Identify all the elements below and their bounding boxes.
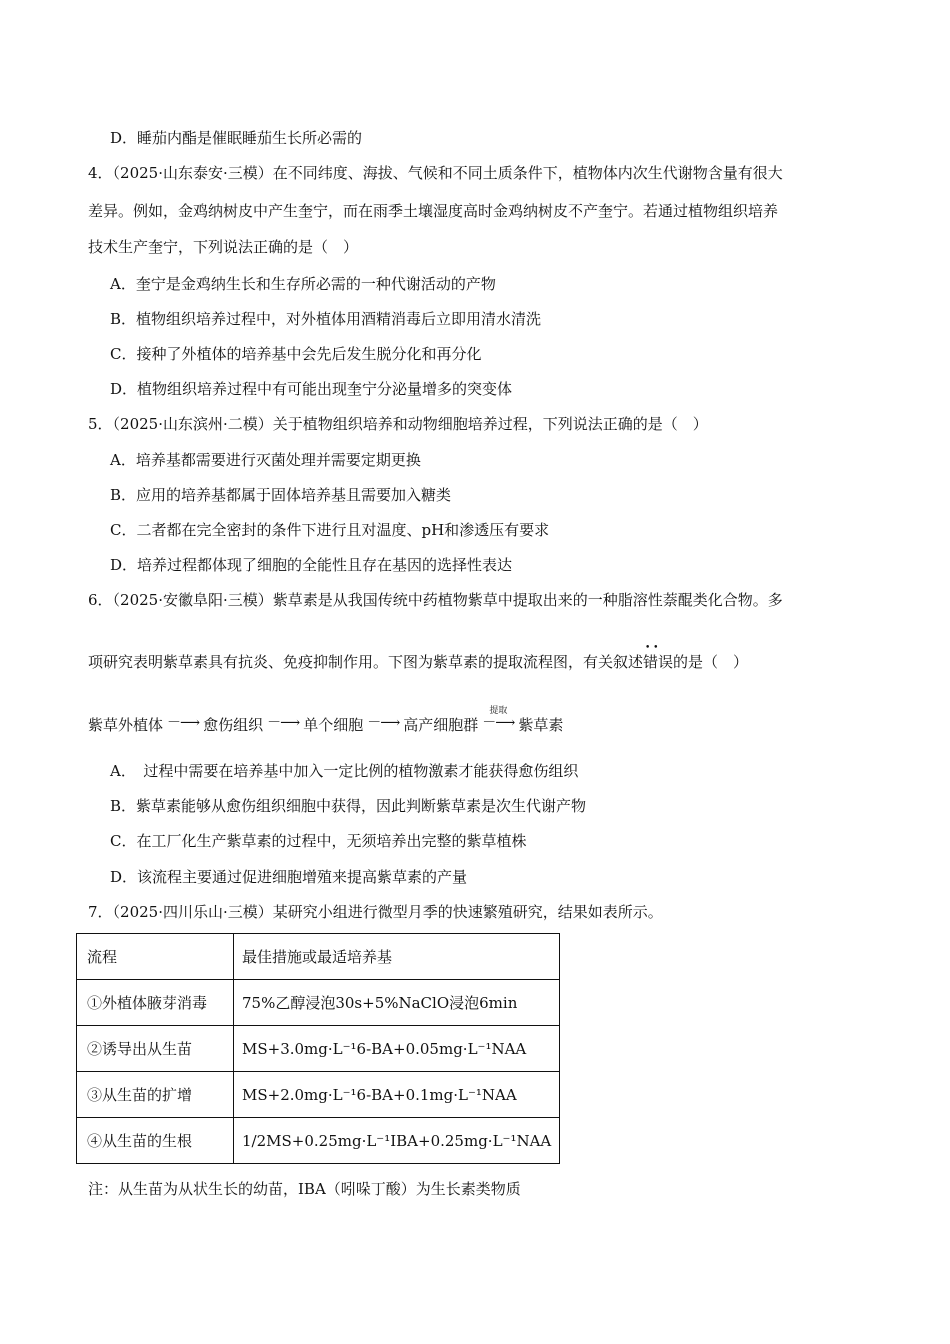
table-cell: ③从生苗的扩增 [77,1072,234,1118]
flow-node-5: 紫草素 [518,716,564,734]
flow-node-4: 高产细胞群 [403,716,479,734]
q6-option-a: A． 过程中需要在培养基中加入一定比例的植物激素才能获得愈伤组织 [110,762,579,780]
q6-option-c: C．在工厂化生产紫草素的过程中，无须培养出完整的紫草植株 [110,832,527,850]
q6-flow-diagram [88,706,564,736]
flow-arrow-4: 提取 －⟶ [482,706,515,731]
table-header-cell: 最佳措施或最适培养基 [234,934,560,980]
q7-table [76,933,560,1164]
table-cell: ④从生苗的生根 [77,1118,234,1164]
arrow-icon: －⟶ [167,715,200,731]
q5-option-d: D．培养过程都体现了细胞的全能性且存在基因的选择性表达 [110,556,513,574]
q6-stem-pre: 项研究表明紫草素具有抗炎、免疫抑制作用。下图为紫草素的提取流程图，有关叙述 [88,653,644,671]
table-row [77,1026,560,1072]
table-cell: 75%乙醇浸泡30s+5%NaClO浸泡6min [234,980,560,1026]
arrow-icon: －⟶ [267,715,300,731]
q4-option-a: A．奎宁是金鸡纳生长和生存所必需的一种代谢活动的产物 [110,275,496,293]
q5-option-c: C．二者都在完全密封的条件下进行且对温度、pH和渗透压有要求 [110,521,550,539]
q3-option-d: D．睡茄内酯是催眠睡茄生长所必需的 [110,129,363,147]
q6-stem-post: 的是（ ） [673,653,749,671]
q4-stem-line-2: 差异。例如，金鸡纳树皮中产生奎宁，而在雨季土壤湿度高时金鸡纳树皮不产奎宁。若通过植物组织培养 [88,202,779,220]
q6-emphasis-text: • • 错误 [643,651,673,673]
arrow-icon: －⟶ [482,715,515,731]
q5-stem: 5．（2025·山东滨州·二模）关于植物组织培养和动物细胞培养过程，下列说法正确的是（ ） [88,415,708,433]
q7-stem: 7．（2025·四川乐山·三模）某研究小组进行微型月季的快速繁殖研究，结果如表所示。 [88,903,663,921]
q4-option-c: C．接种了外植体的培养基中会先后发生脱分化和再分化 [110,345,482,363]
q4-stem-line-3: 技术生产奎宁，下列说法正确的是（ ） [88,238,359,256]
q6-option-d: D．该流程主要通过促进细胞增殖来提高紫草素的产量 [110,868,468,886]
table-cell: ②诱导出从生苗 [77,1026,234,1072]
table-header-row [77,934,560,980]
q6-stem-line-2 [88,651,748,673]
flow-arrow-2 [267,706,299,730]
table-cell: 1/2MS+0.25mg·L⁻¹IBA+0.25mg·L⁻¹NAA [234,1118,560,1164]
q6-option-b: B．紫草素能够从愈伤组织细胞中获得，因此判断紫草素是次生代谢产物 [110,797,587,815]
flow-node-3: 单个细胞 [303,716,364,734]
table-row [77,1072,560,1118]
q7-note: 注：从生苗为从状生长的幼苗，IBA（吲哚丁酸）为生长素类物质 [88,1180,521,1198]
arrow-icon: －⟶ [367,715,400,731]
q5-option-b: B．应用的培养基都属于固体培养基且需要加入糖类 [110,486,452,504]
q5-option-a: A．培养基都需要进行灭菌处理并需要定期更换 [110,451,421,469]
flow-arrow-3 [367,706,399,730]
flow-node-2: 愈伤组织 [203,716,264,734]
q4-option-d: D．植物组织培养过程中有可能出现奎宁分泌量增多的突变体 [110,380,513,398]
flow-node-1: 紫草外植体 [88,716,164,734]
flow-arrow-1 [167,706,199,730]
table-row [77,980,560,1026]
q4-stem-line-1: 4．（2025·山东泰安·三模）在不同纬度、海拔、气候和不同土质条件下，植物体内次生代谢物含量有很大 [88,164,783,182]
table-cell: ①外植体腋芽消毒 [77,980,234,1026]
q6-stem-line-1: 6．（2025·安徽阜阳·三模）紫草素是从我国传统中药植物紫草中提取出来的一种脂溶性萘醌类化合物。多 [88,591,783,609]
table-row [77,1118,560,1164]
table-cell: MS+3.0mg·L⁻¹6-BA+0.05mg·L⁻¹NAA [234,1026,560,1072]
q4-option-b: B．植物组织培养过程中，对外植体用酒精消毒后立即用清水清洗 [110,310,542,328]
table-cell: MS+2.0mg·L⁻¹6-BA+0.1mg·L⁻¹NAA [234,1072,560,1118]
table-header-cell: 流程 [77,934,234,980]
